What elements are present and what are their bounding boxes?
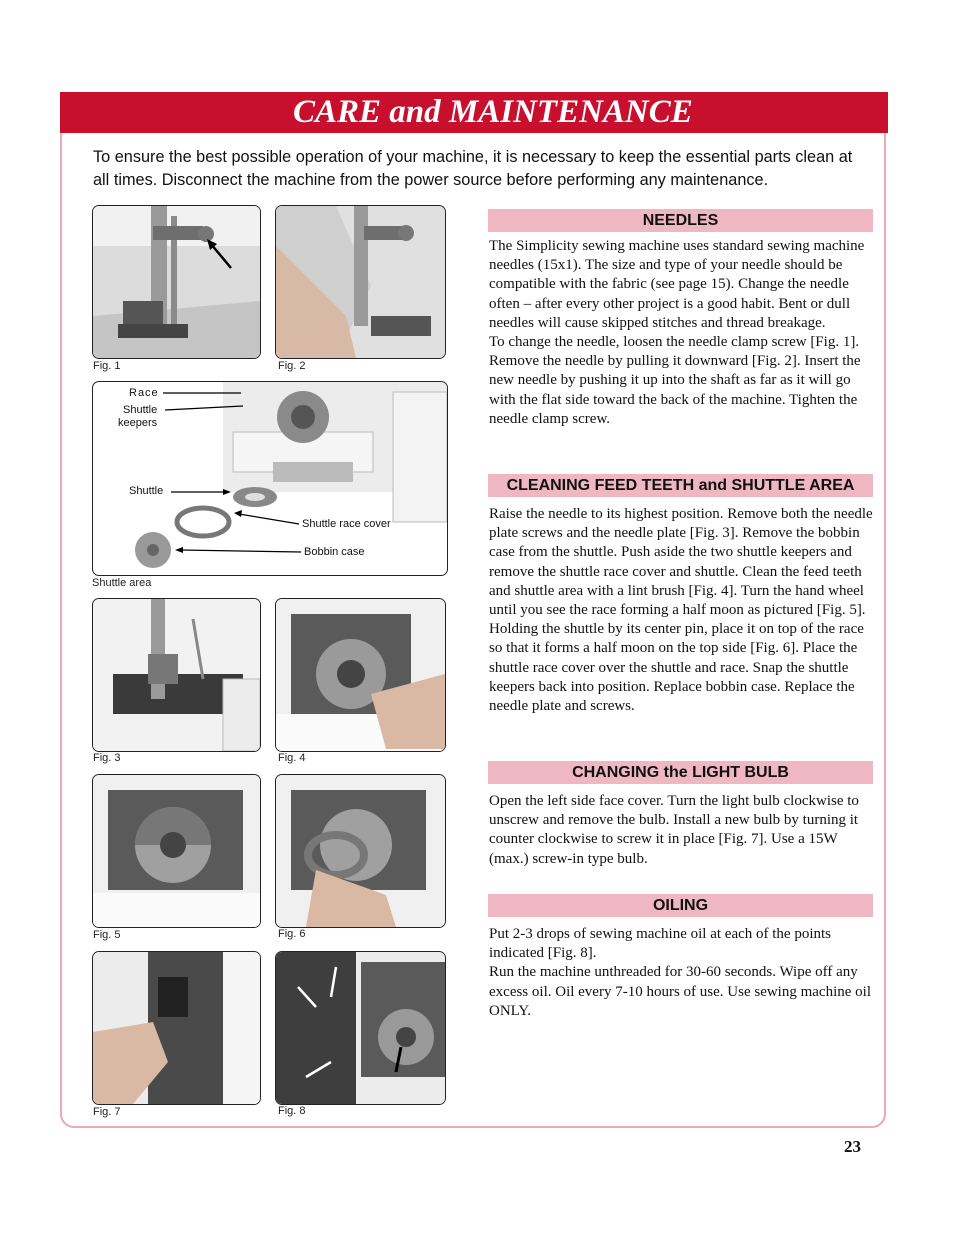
- label-shuttle-keepers-1: Shuttle: [123, 404, 158, 416]
- cleaning-heading: CLEANING FEED TEETH and SHUTTLE AREA: [488, 474, 873, 497]
- fig5-caption: Fig. 5: [93, 929, 121, 941]
- fig3-photo: [92, 598, 261, 752]
- fig5-photo: [92, 774, 261, 928]
- cleaning-body: [489, 505, 875, 716]
- label-race: Race: [129, 387, 159, 399]
- bulb-heading: CHANGING the LIGHT BULB: [488, 761, 873, 784]
- fig7-photo: [92, 951, 261, 1105]
- fig8-caption: Fig. 8: [278, 1105, 306, 1117]
- title-banner: [60, 92, 888, 133]
- fig6-caption: Fig. 6: [278, 928, 306, 940]
- needles-paragraph-1: The Simplicity sewing machine uses standard sewing machine needles (15x1). The size and type of your needle should be compatible with the fabric (see page 15). Change the needle often – after every other project is a good habit. Bent or dull needles will cause skipped stitches and thread breakage.: [489, 238, 865, 331]
- needles-heading: NEEDLES: [488, 209, 873, 232]
- oiling-paragraph-2: Run the machine unthreaded for 30-60 seconds. Wipe off any excess oil. Oil every 7-10 hours of use. Use sewing machine oil ONLY.: [489, 964, 871, 1019]
- shuttle-area-caption: Shuttle area: [92, 577, 152, 589]
- page-title: CARE and MAINTENANCE: [293, 94, 693, 130]
- fig8-photo: [275, 951, 446, 1105]
- bulb-body: [489, 792, 875, 869]
- oiling-heading: OILING: [488, 894, 873, 917]
- bulb-paragraph-1: Open the left side face cover. Turn the light bulb clockwise to unscrew and remove the bulb. Install a new bulb by turning it counter clockwise to screw it in place [Fig. 7]. Use a 15W (max.) screw-in type bulb.: [489, 793, 859, 867]
- fig3-caption: Fig. 3: [93, 752, 121, 764]
- fig4-caption: Fig. 4: [278, 752, 306, 764]
- fig1-photo: [92, 205, 261, 359]
- needles-body: [489, 237, 875, 429]
- intro-paragraph: To ensure the best possible operation of your machine, it is necessary to keep the essential parts clean at all times. Disconnect the machine from the power source before performing any maintenance.: [93, 148, 853, 189]
- fig2-photo: [275, 205, 446, 359]
- shuttle-area-diagram: [92, 381, 448, 576]
- needles-paragraph-2: To change the needle, loosen the needle clamp screw [Fig. 1]. Remove the needle by pulling it downward [Fig. 2]. Insert the new needle by pushing it up into the shaft as far as it will go with the flat side toward the back of the machine. Tighten the needle clamp screw.: [489, 334, 861, 427]
- fig2-caption: Fig. 2: [278, 360, 306, 372]
- fig6-photo: [275, 774, 446, 928]
- oiling-body: [489, 925, 875, 1021]
- fig7-caption: Fig. 7: [93, 1106, 121, 1118]
- fig4-photo: [275, 598, 446, 752]
- label-shuttle-keepers-2: keepers: [118, 417, 158, 429]
- cleaning-paragraph-1: Raise the needle to its highest position. Remove both the needle plate screws and the needle plate [Fig. 3]. Remove the bobbin case from the shuttle. Push aside the two shuttle keepers and remove the shuttle race cover and shuttle. Clean the feed teeth and shuttle area with a lint brush [Fig. 4]. Turn the hand wheel until you see the race forming a half moon as pictured [Fig. 5]. Holding the shuttle by its center pin, place it on top of the race so that it forms a half moon on the top side [Fig. 6]. Place the shuttle race cover over the shuttle and race. Snap the shuttle keepers back into position. Replace bobbin case. Replace the needle plate and screws.: [489, 506, 873, 715]
- label-bobbin-case: Bobbin case: [304, 546, 365, 558]
- label-shuttle-race-cover: Shuttle race cover: [302, 518, 391, 530]
- page-number: 23: [844, 1137, 861, 1156]
- label-shuttle: Shuttle: [129, 485, 164, 497]
- fig1-caption: Fig. 1: [93, 360, 121, 372]
- oiling-paragraph-1: Put 2-3 drops of sewing machine oil at each of the points indicated [Fig. 8].: [489, 926, 832, 962]
